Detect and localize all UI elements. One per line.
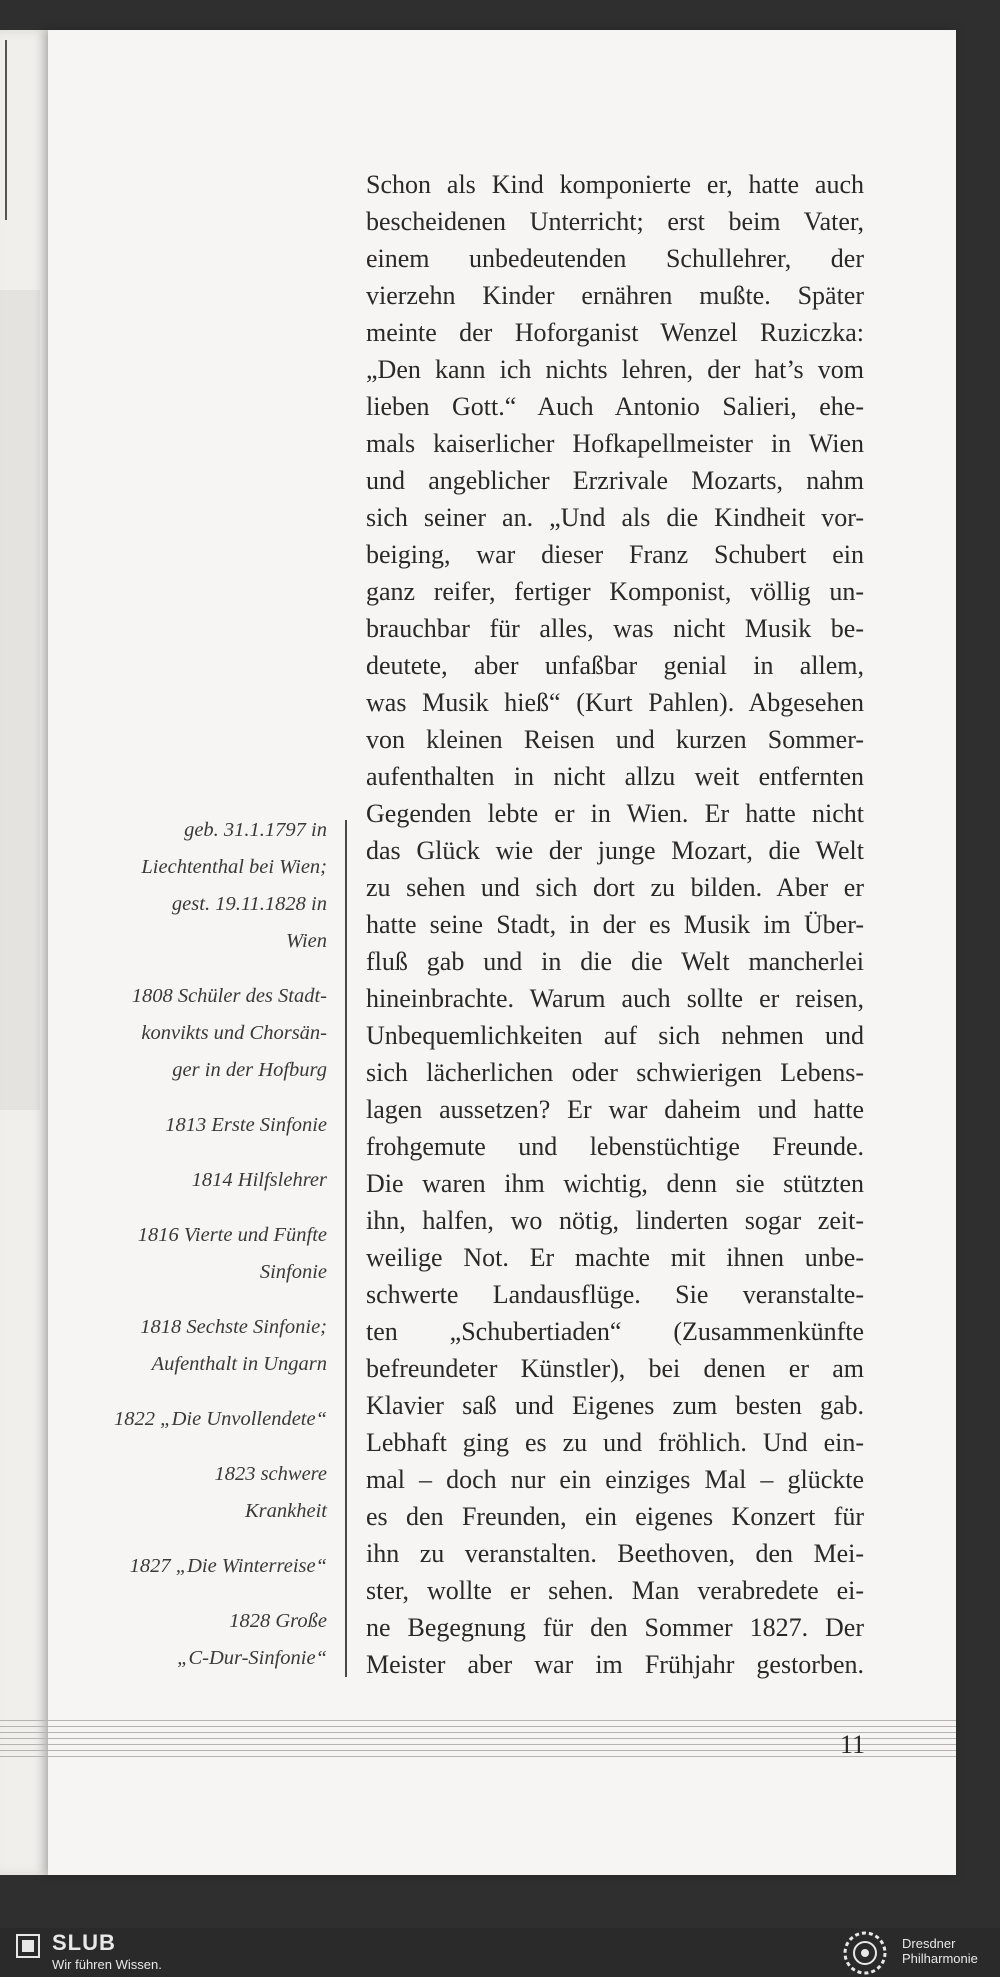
bottom-rule-lines [0, 1720, 956, 1764]
timeline-entry-line: Sinfonie [259, 1261, 327, 1283]
timeline-entry [90, 1456, 327, 1530]
partner-name-line-1: Dresdner [902, 1936, 956, 1951]
timeline-entry [90, 1162, 327, 1199]
timeline-entry [90, 1401, 327, 1438]
text-line: ster, wollte er sehen. Man verabredete ei- [366, 1576, 864, 1605]
text-line: lagen aussetzen? Er war daheim und hatte [366, 1095, 864, 1124]
text-line: Unbequemlichkeiten auf sich nehmen und [366, 1021, 864, 1050]
text-line: Meister aber war im Frühjahr gestorben. [366, 1650, 864, 1679]
text-line: beiging, war dieser Franz Schubert ein [366, 540, 864, 569]
text-line: zu sehen und sich dort zu bilden. Aber er [366, 873, 864, 902]
text-line: ganz reifer, fertiger Komponist, völlig un- [366, 577, 864, 606]
text-line: sich lächerlichen oder schwierigen Lebens- [366, 1058, 864, 1087]
timeline-entry [90, 978, 327, 1089]
timeline-entry-line: Wien [286, 930, 327, 952]
text-line: einem unbedeutenden Schullehrer, der [366, 244, 864, 273]
partner-name-line-2: Philharmonie [902, 1951, 978, 1966]
timeline-entry [90, 1309, 327, 1383]
text-line: frohgemute und lebenstüchtige Freunde. [366, 1132, 864, 1161]
timeline-entry-line: geb. 31.1.1797 in [184, 819, 327, 841]
text-line: was Musik hieß“ (Kurt Pahlen). Abgesehen [366, 688, 864, 717]
text-line: „Den kann ich nichts lehren, der hat’s vom [366, 355, 864, 384]
text-line: ihn zu veranstalten. Beethoven, den Mei- [366, 1539, 864, 1568]
text-line: von kleinen Reisen und kurzen Sommer- [366, 725, 864, 754]
text-line: es den Freunden, ein eigenes Konzert für [366, 1502, 864, 1531]
text-line: Schon als Kind komponierte er, hatte auch [366, 170, 864, 199]
timeline-entry-line: gest. 19.11.1828 in [171, 893, 327, 915]
text-line: Lebhaft ging es zu und fröhlich. Und ein- [366, 1428, 864, 1457]
timeline-entry-line: 1813 Erste Sinfonie [165, 1114, 327, 1136]
timeline-entry-line: „C-Dur-Sinfonie“ [177, 1647, 327, 1669]
timeline-entry-line: 1818 Sechste Sinfonie; [140, 1316, 327, 1338]
text-line: schwerte Landausflüge. Sie veranstalte- [366, 1280, 864, 1309]
text-line: hatte seine Stadt, in der es Musik im Über- [366, 910, 864, 939]
timeline-entry [90, 1107, 327, 1144]
previous-page-mark [5, 40, 7, 220]
slub-tagline: Wir führen Wissen. [52, 1957, 162, 1972]
timeline-entry-line: Krankheit [245, 1500, 327, 1522]
slub-logo-icon [16, 1934, 40, 1958]
timeline-entry-line: 1823 schwere [214, 1463, 327, 1485]
viewer-footer-bar [0, 1928, 1000, 1977]
timeline-entry-line: 1822 „Die Unvollendete“ [114, 1408, 327, 1430]
text-line: weilige Not. Er machte mit ihnen unbe- [366, 1243, 864, 1272]
text-line: mal – doch nur ein einziges Mal – glückte [366, 1465, 864, 1494]
slub-name: SLUB [52, 1930, 116, 1955]
text-line: brauchbar für alles, was nicht Musik be- [366, 614, 864, 643]
timeline-entry [90, 812, 327, 960]
timeline-entry [90, 1548, 327, 1585]
text-line: sich seiner an. „Und als die Kindheit vor- [366, 503, 864, 532]
sidebar-divider [345, 820, 347, 1677]
text-line: hineinbrachte. Warum auch sollte er reisen, [366, 984, 864, 1013]
timeline-entry-line: Aufenthalt in Ungarn [151, 1353, 327, 1375]
text-line: ne Begegnung für den Sommer 1827. Der [366, 1613, 864, 1642]
timeline-entry-line: Liechtenthal bei Wien; [141, 856, 327, 878]
timeline-entry-line: 1808 Schüler des Stadt- [131, 985, 327, 1007]
main-text-column [366, 166, 864, 1683]
text-line: und angeblicher Erzrivale Mozarts, nahm [366, 466, 864, 495]
text-line: aufenthalten in nicht allzu weit entfernten [366, 762, 864, 791]
text-line: vierzehn Kinder ernähren mußte. Später [366, 281, 864, 310]
previous-page-shadow [0, 290, 40, 1110]
timeline-entry-line: ger in der Hofburg [172, 1059, 327, 1081]
text-line: Die waren ihm wichtig, denn sie stützten [366, 1169, 864, 1198]
timeline-entry [90, 1217, 327, 1291]
timeline-entry-line: konvikts und Chorsän- [141, 1022, 327, 1044]
text-line: Klavier saß und Eigenes zum besten gab. [366, 1391, 864, 1420]
text-line: mals kaiserlicher Hofkapellmeister in Wien [366, 429, 864, 458]
timeline-entry-line: 1828 Große [229, 1610, 327, 1632]
text-line: lieben Gott.“ Auch Antonio Salieri, ehe- [366, 392, 864, 421]
timeline-entry [90, 1603, 327, 1677]
text-line: ihn, halfen, wo nötig, linderten sogar zeit- [366, 1206, 864, 1235]
text-line: befreundeter Künstler), bei denen er am [366, 1354, 864, 1383]
dresdner-philharmonie-logo-icon [842, 1930, 888, 1976]
text-line: fluß gab und in die die Welt mancherlei [366, 947, 864, 976]
timeline-entry-line: 1816 Vierte und Fünfte [137, 1224, 327, 1246]
text-line: bescheidenen Unterricht; erst beim Vater, [366, 207, 864, 236]
dresdner-philharmonie-name [902, 1936, 978, 1966]
biography-timeline-sidebar [90, 812, 327, 1695]
text-line: das Glück wie der junge Mozart, die Welt [366, 836, 864, 865]
text-line: deutete, aber unfaßbar genial in allem, [366, 651, 864, 680]
page-number: 11 [839, 1730, 865, 1759]
text-line: Gegenden lebte er in Wien. Er hatte nicht [366, 799, 864, 828]
text-line: meinte der Hoforganist Wenzel Ruziczka: [366, 318, 864, 347]
timeline-entry-line: 1827 „Die Winterreise“ [129, 1555, 327, 1577]
timeline-entry-line: 1814 Hilfslehrer [191, 1169, 327, 1191]
text-line: ten „Schubertiaden“ (Zusammenkünfte [366, 1317, 864, 1346]
